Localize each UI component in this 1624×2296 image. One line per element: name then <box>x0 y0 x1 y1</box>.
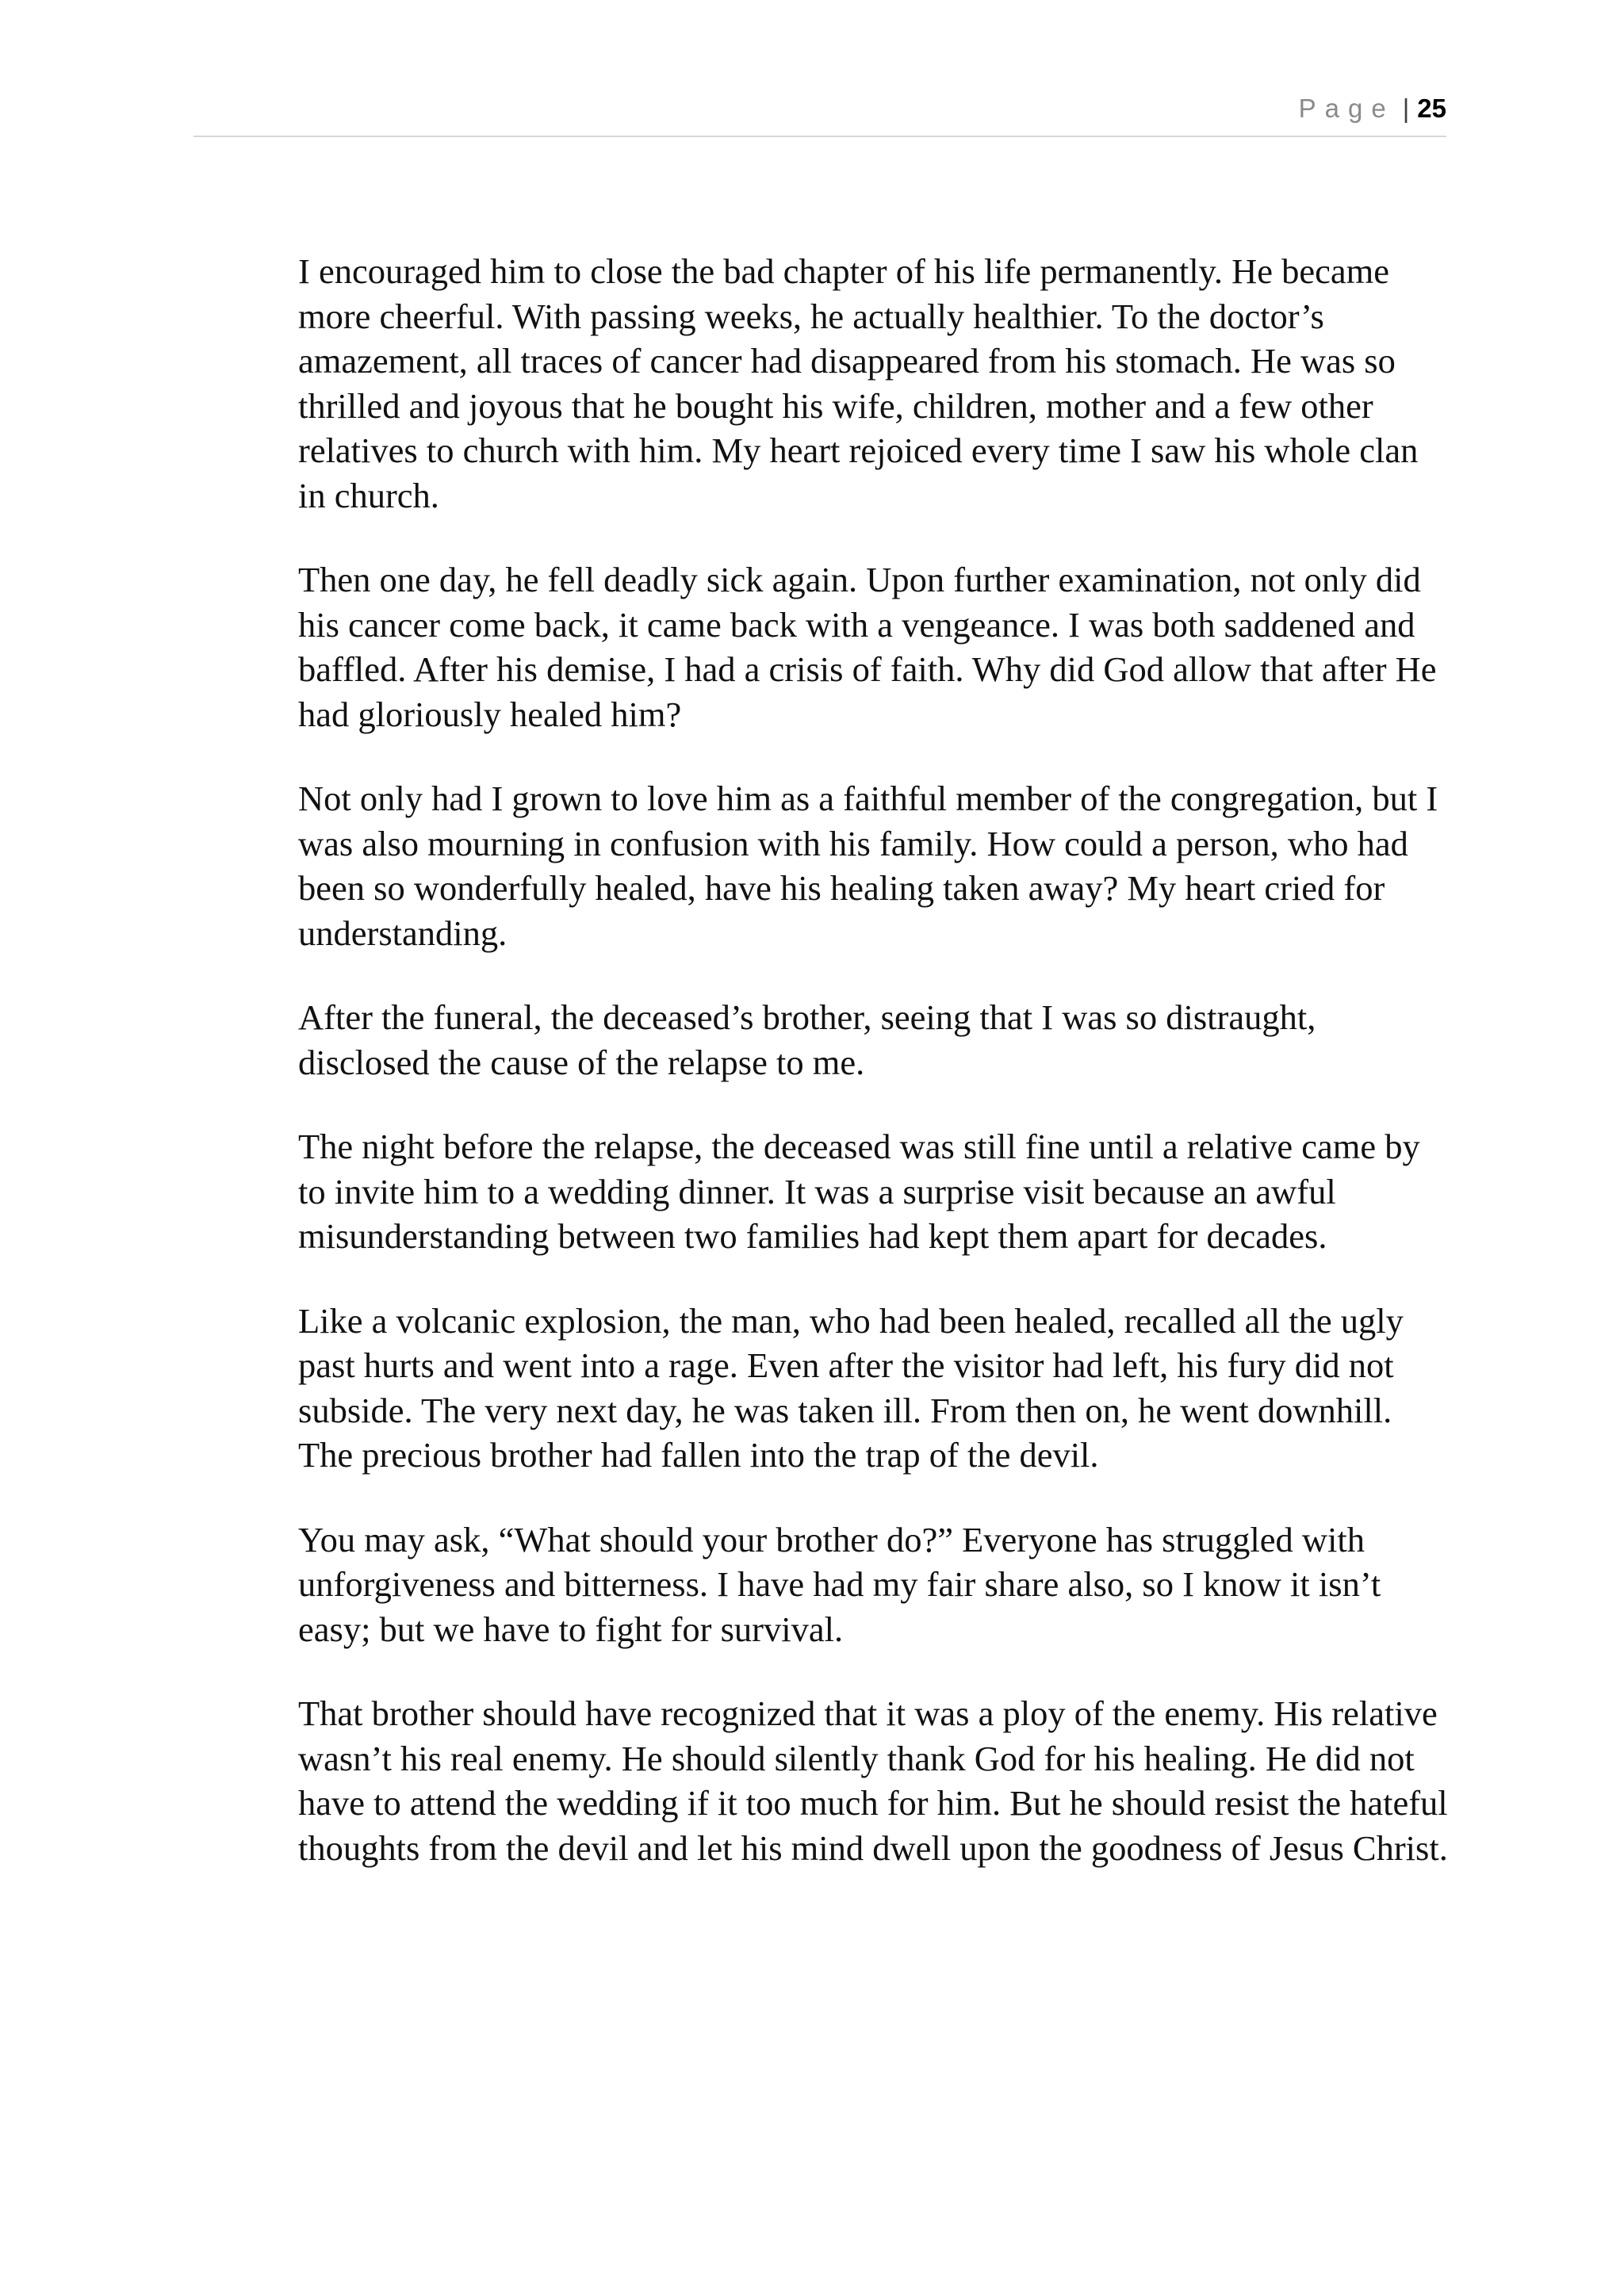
header-divider <box>193 136 1446 137</box>
paragraph: I encouraged him to close the bad chapter of his life permanently. He became more cheerful. With passing weeks, he actually healthier. To the doctor’s amazement, all traces of cancer had disappeared from his stomach. He was so thrilled and joyous that he bought his wife, children, mother and a few other relatives to church with him. My heart rejoiced every time I saw his whole clan in church. <box>298 251 1419 515</box>
body-text <box>298 249 1448 1910</box>
paragraph: That brother should have recognized that it was a ploy of the enemy. His relative wasn’t his real enemy. He should silently thank God for his healing. He did not have to attend the wedding if it too much for him. But he should resist the hateful thoughts from the devil and let his mind dwell upon the goodness of Jesus Christ. <box>298 1693 1448 1868</box>
paragraph: Not only had I grown to love him as a faithful member of the congregation, but I was also mourning in confusion with his family. How could a person, who had been so wonderfully healed, have his healing taken away? My heart cried for understanding. <box>298 779 1438 953</box>
paragraph: Like a volcanic explosion, the man, who had been healed, recalled all the ugly past hurts and went into a rage. Even after the visitor had left, his fury did not subside. The very next day, he was taken ill. From then on, he went downhill. The precious brother had fallen into the trap of the devil. <box>298 1300 1404 1475</box>
header-separator: | <box>1402 94 1410 123</box>
paragraph: You may ask, “What should your brother do?” Everyone has struggled with unforgiveness and bitterness. I have had my fair share also, so I know it isn’t easy; but we have to fight for survival. <box>298 1519 1381 1649</box>
page-label: Page <box>1298 94 1395 123</box>
paragraph: The night before the relapse, the deceased was still fine until a relative came by to invite him to a wedding dinner. It was a surprise visit because an awful misunderstanding between two families had kept them apart for decades. <box>298 1127 1420 1256</box>
paragraph: Then one day, he fell deadly sick again. Upon further examination, not only did his cancer come back, it came back with a vengeance. I was both saddened and baffled. After his demise, I had a crisis of faith. Why did God allow that after He had gloriously healed him? <box>298 560 1437 734</box>
page-header <box>1299 94 1446 124</box>
paragraph: After the funeral, the deceased’s brother, seeing that I was so distraught, disclosed the cause of the relapse to me. <box>298 997 1316 1082</box>
page-number: 25 <box>1417 94 1446 123</box>
